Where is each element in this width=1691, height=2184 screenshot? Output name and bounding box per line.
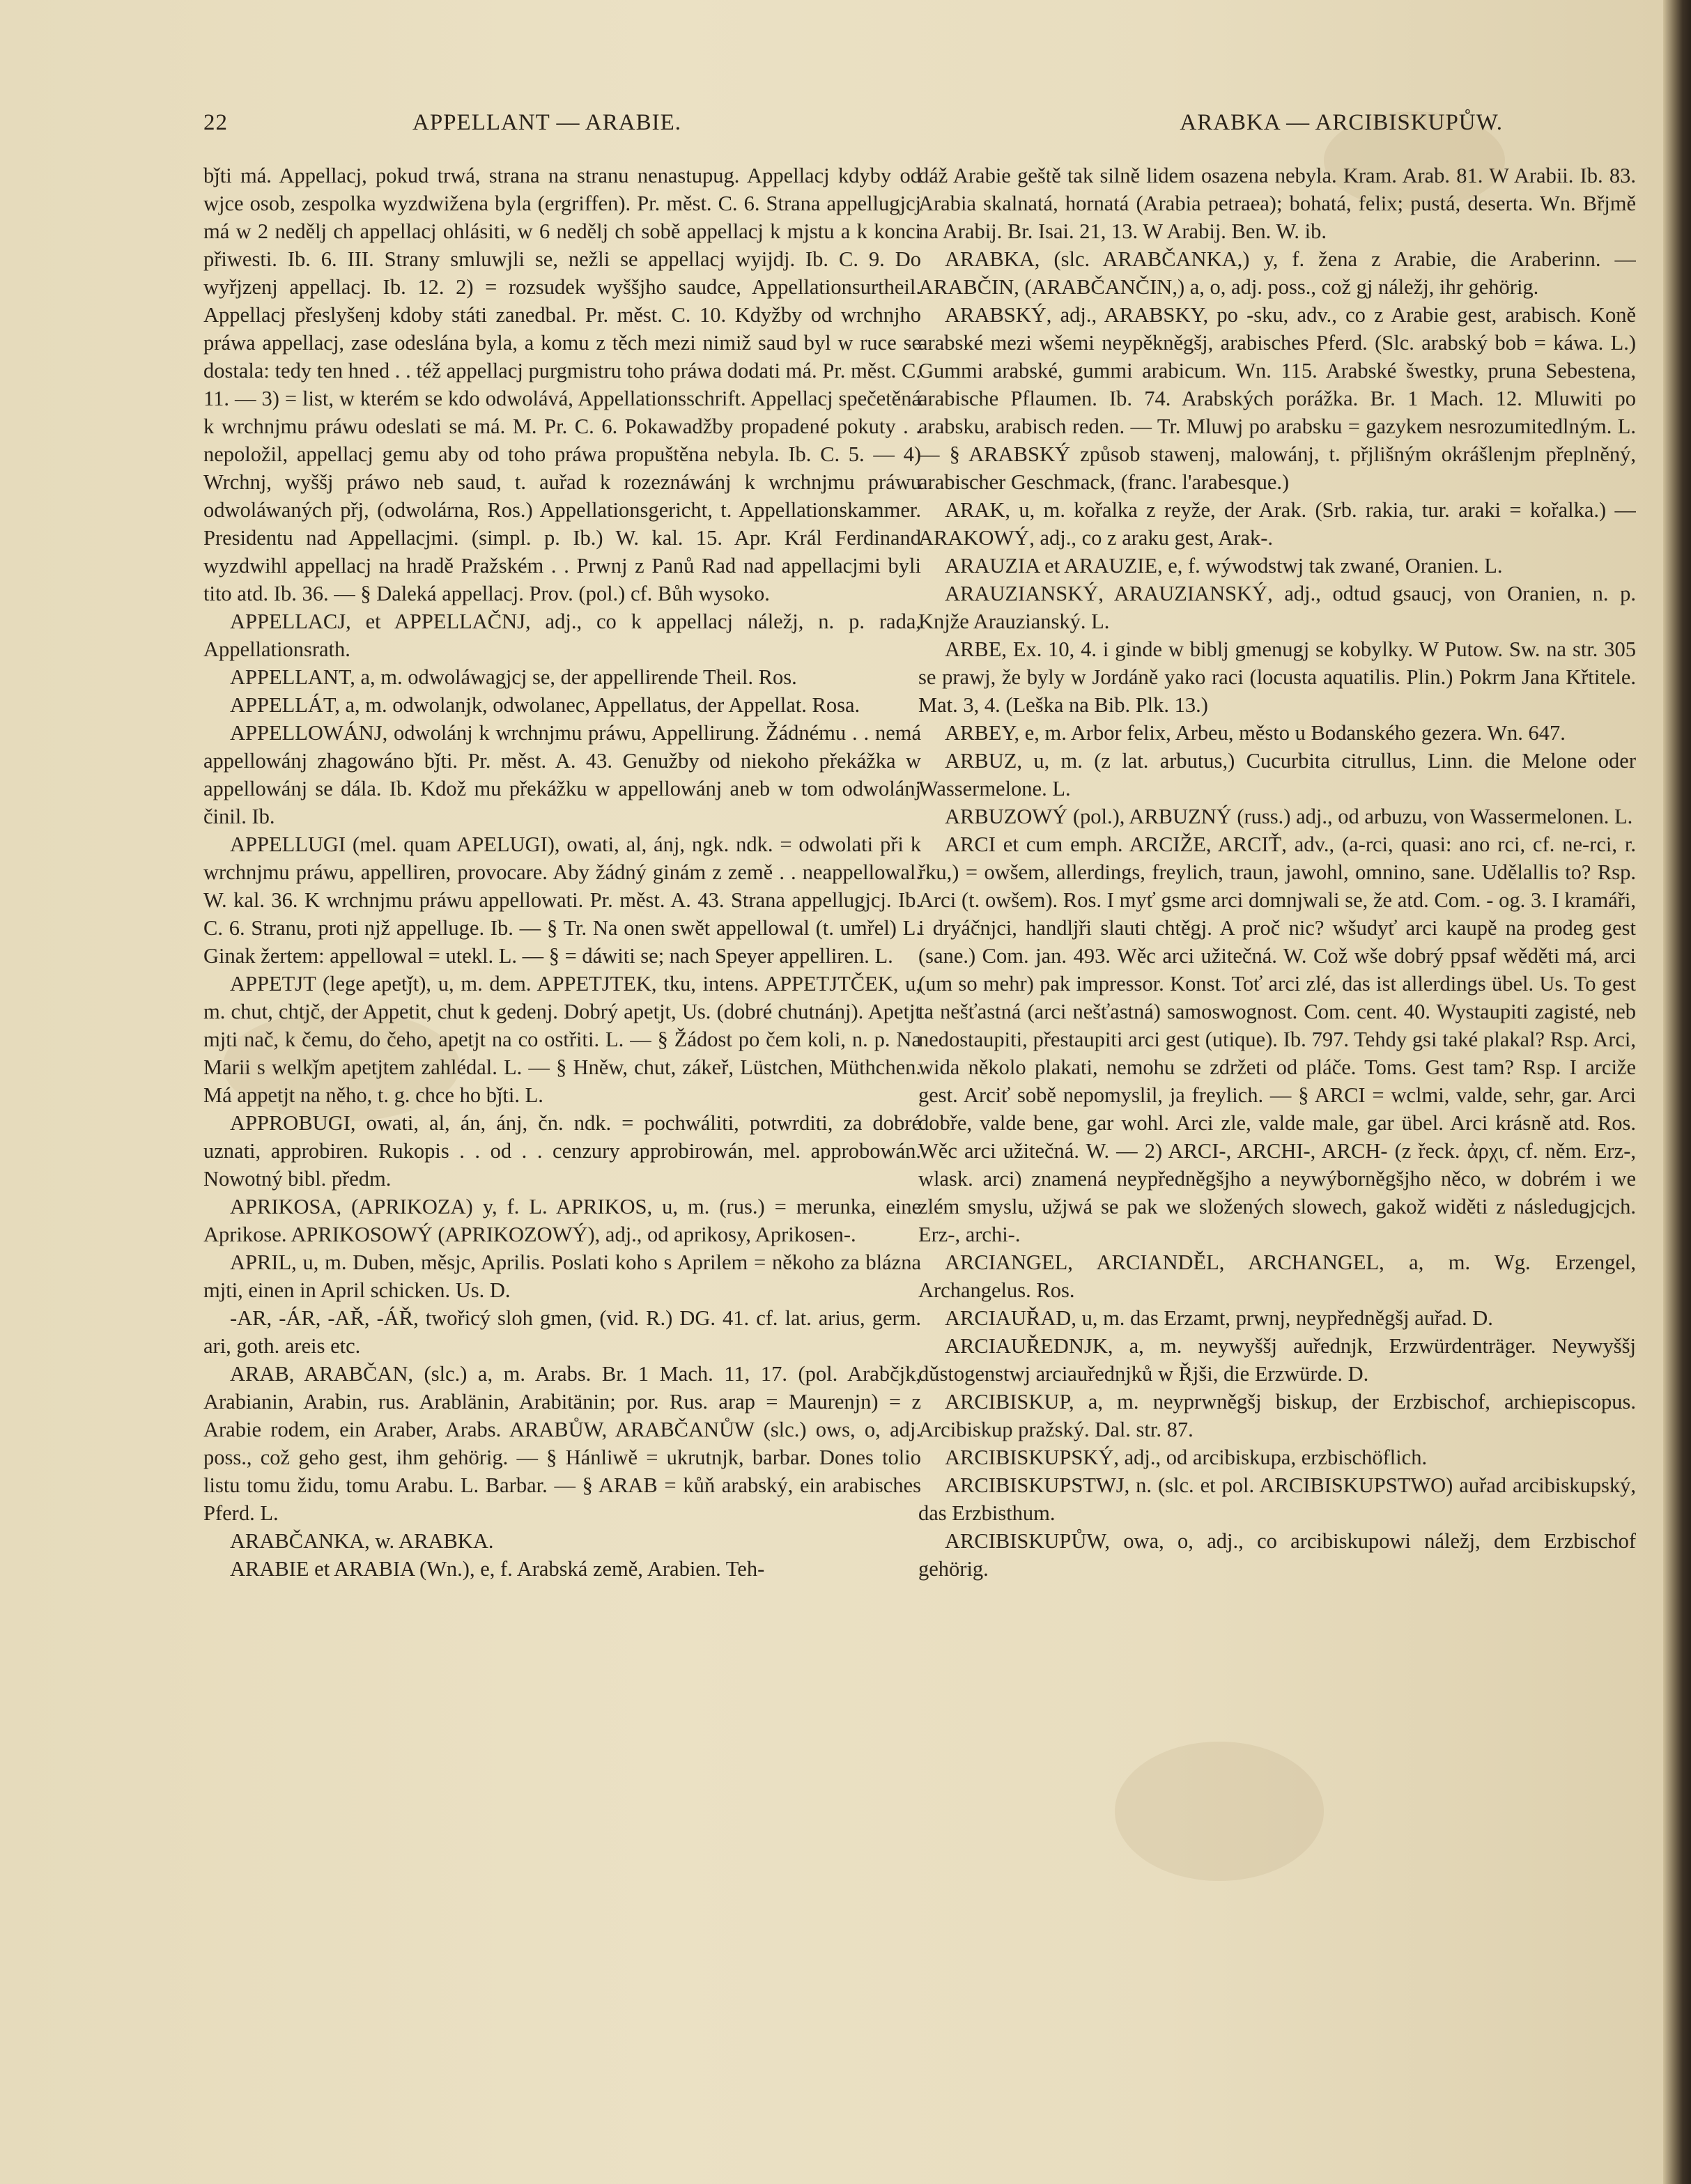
right-column xyxy=(918,162,1636,2133)
entry-paragraph: APPETJT (lege apetǰt), u, m. dem. APPETJTEK, tku, intens. APPETJTČEK, u, m. chut, chtjč, der Appetit, chut k gedenj. Dobrý apetjt, Us. (dobré chutnánj). Apetjt mjti nač, k čemu, do čeho, apetjt na co ostřiti. L. — § Žádost po čem koli, n. p. Na Marii s welkǰm apetjtem zahlédal. L. — § Hněw, chut, zákeř, Lüstchen, Müthchen. Má appetjt na něho, t. g. chce ho bǰti. L. xyxy=(203,972,921,1107)
entry-paragraph: ARCIBISKUPSKÝ, adj., od arcibiskupa, erzbischöflich. xyxy=(945,1446,1428,1469)
entry-paragraph: ARBE, Ex. 10, 4. i ginde w biblj gmenugj se kobylky. W Putow. Sw. na str. 305 se prawj, že byly w Jordáně yako raci (locusta aquatilis. Plin.) Pokrm Jana Křtitele. Mat. 3, 4. (Leška na Bib. Plk. 13.) xyxy=(918,637,1636,717)
entry-paragraph: ARABSKÝ, adj., ARABSKY, po -sku, adv., co z Arabie gest, arabisch. Koně arabské mezi wšemi neypěkněgšj, arabisches Pferd. (Slc. arabský bob = káwa. L.) Gummi arabské, gummi arabicum. Wn. 115. Arabské šwestky, pruna Sebestena, arabische Pflaumen. Ib. 74. Arabských porážka. Br. 1 Mach. 12. Mluwiti po arabsku, arabisch reden. — Tr. Mluwj po arabsku = gazykem nesrozumitedlným. L. — § ARABSKÝ způsob stawenj, malowánj, t. přjlišným okrášlenjm přeplněný, arabischer Geschmack, (franc. l'arabesque.) xyxy=(918,303,1636,494)
entry-paragraph: ARABIE et ARABIA (Wn.), e, f. Arabská země, Arabien. Teh- xyxy=(230,1557,765,1581)
entry-paragraph: APPELLACJ, et APPELLAČNJ, adj., co k appellacj náležj, n. p. rada, Appellationsrath. xyxy=(203,610,921,661)
left-column xyxy=(203,162,921,2133)
entry-paragraph: APPELLANT, a, m. odwoláwagjcj se, der appellirende Theil. Ros. xyxy=(230,665,797,689)
entry-paragraph: APPROBUGI, owati, al, án, ánj, čn. ndk. = pochwáliti, potwrditi, za dobré uznati, approbiren. Rukopis . . od . . cenzury approbirowán, mel. approbowán. Nowotný bibl. předm. xyxy=(203,1111,921,1191)
entry-paragraph: ARCIBISKUPŮW, owa, o, adj., co arcibiskupowi náležj, dem Erzbischof gehörig. xyxy=(918,1529,1636,1581)
entry-paragraph: APPELLÁT, a, m. odwolanjk, odwolanec, Appellatus, der Appellat. Rosa. xyxy=(230,693,860,717)
entry-paragraph: ARBEY, e, m. Arbor felix, Arbeu, město u Bodanského gezera. Wn. 647. xyxy=(945,721,1566,745)
entry-paragraph: ARCIANGEL, ARCIANDĚL, ARCHANGEL, a, m. Wg. Erzengel, Archangelus. Ros. xyxy=(918,1250,1636,1302)
entry-paragraph: ARCIBISKUPSTWJ, n. (slc. et pol. ARCIBISKUPSTWO) auřad arcibiskupský, das Erzbisthum. xyxy=(918,1473,1636,1525)
entry-paragraph: APRIKOSA, (APRIKOZA) y, f. L. APRIKOS, u, m. (rus.) = merunka, eine Aprikose. APRIKOSOWÝ (APRIKOZOWÝ), adj., od aprikosy, Aprikosen-. xyxy=(203,1195,921,1246)
entry-paragraph: ARBUZOWÝ (pol.), ARBUZNÝ (russ.) adj., od arbuzu, von Wassermelonen. L. xyxy=(945,805,1633,828)
entry-paragraph: -AR, -ÁR, -AŘ, -ÁŘ, twořicý sloh gmen, (vid. R.) DG. 41. cf. lat. arius, germ. ari, goth. areis etc. xyxy=(203,1306,921,1358)
entry-paragraph: APPELLOWÁNJ, odwolánj k wrchnjmu práwu, Appellirung. Žádnému . . nemá appellowánj zhagowáno bǰti. Pr. měst. A. 43. Genužby od niekoho překážka w appellowánj se dála. Ib. Kdož mu překážku w appellowánj aneb w tom odwolánj činil. Ib. xyxy=(203,721,921,828)
entry-paragraph: ARCI et cum emph. ARCIŽE, ARCIŤ, adv., (a-rci, quasi: ano rci, cf. ne-rci, r. řku,) = owšem, allerdings, freylich, traun, jawohl, omnino, sane. Udělallis to? Rsp. Arci (t. owšem). Ros. I myť gsme arci domnjwali se, že atd. Com. - og. 3. I kramáři, i dryáčnjci, handljři slauti chtěgj. A proč nic? wšudyť arci kaupě na prodeg gest (sane.) Com. jan. 493. Wěc arci užitečná. W. Což wše dobrý ppsaf wěděti má, arci (um so mehr) pak impressor. Konst. Toť arci zlé, das ist allerdings übel. Us. To gest ta nešťastná (arci nešťastná) samoswognost. Com. cent. 40. Wystaupiti zagisté, neb nedostaupiti, přestaupiti arci gest (utique). Ib. 797. Tehdy gsi také plakal? Rsp. Arci, wida několo plakati, nemohu se zdržeti od pláče. Toms. Gest tam? Rsp. I arciže gest. Arciť sobě nepomyslil, ja freylich. — § ARCI = wclmi, valde, sehr, gar. Arci dobře, valde bene, gar wohl. Arci zle, valde male, gar übel. Arci krásně atd. Ros. Wěc arci užitečná. W. — 2) ARCI-, ARCHI-, ARCH- (z řeck. ἀρχι, cf. něm. Erz-, wlask. arci) znamená neypředněgšjho a neywýborněgšjho něco, w dobrém i we zlém smyslu, užjwá se pak we složených slowech, gakož widěti z následugjcjch. Erz-, archi-. xyxy=(918,832,1636,1246)
entry-paragraph: ARAK, u, m. kořalka z reyže, der Arak. (Srb. rakia, tur. araki = kořalka.) — ARAKOWÝ, adj., co z araku gest, Arak-. xyxy=(918,498,1636,550)
entry-paragraph: APPELLUGI (mel. quam APELUGI), owati, al, ánj, ngk. ndk. = odwolati při k wrchnjmu práwu, appelliren, provocare. Aby žádný ginám z země . . neappellowal. W. kal. 36. K wrchnjmu práwu appellowati. Pr. měst. A. 43. Strana appellugjcj. Ib. C. 6. Stranu, proti njž appelluge. Ib. — § Tr. Na onen swět appellowal (t. umřel) L. Ginak žertem: appellowal = utekl. L. — § = dáwiti se; nach Speyer appelliren. L. xyxy=(203,832,921,968)
header-left: APPELLANT — ARABIE. xyxy=(412,110,681,135)
entry-paragraph: ARABČANKA, w. ARABKA. xyxy=(230,1529,494,1553)
header-right: ARABKA — ARCIBISKUPŮW. xyxy=(1180,110,1503,135)
entry-paragraph: ARCIAUŘAD, u, m. das Erzamt, prwnj, neypředněgšj auřad. D. xyxy=(945,1306,1493,1330)
entry-paragraph: ARAUZIANSKÝ, ARAUZIANSKÝ, adj., odtud gsaucj, von Oranien, n. p. Knjže Arauzianský. L. xyxy=(918,582,1636,633)
entry-paragraph: ARCIBISKUP, a, m. neyprwněgšj biskup, der Erzbischof, archiepiscopus. Arcibiskup pražský. Dal. str. 87. xyxy=(918,1390,1636,1441)
entry-paragraph: ARAUZIA et ARAUZIE, e, f. wýwodstwj tak zwané, Oranien. L. xyxy=(945,554,1503,578)
entry-paragraph: bǰti má. Appellacj, pokud trwá, strana na stranu nenastupug. Appellacj kdyby od wjce osob, zespolka wyzdwižena byla (ergriffen). Pr. měst. C. 6. Strana appellugjcj má w 2 nedělj ch appellacj ohlásiti, w 6 nedělj ch sobě appellacj k mjstu a k konci přiwesti. Ib. 6. III. Strany smluwjli se, nežli se appellacj wyijdj. Ib. C. 9. Do wyřjzenj appellacj. Ib. 12. 2) = rozsudek wyššjho saudce, Appellationsurtheil. Appellacj přeslyšenj kdoby státi zanedbal. Pr. měst. C. 10. Kdyžby od wrchnjho práwa appellacj, zase odeslána byla, a komu z těch mezi nimiž saud byl w ruce se dostala: tedy ten hned . . též appellacj purgmistru toho práwa dodati má. Pr. měst. C. 11. — 3) = list, w kterém se kdo odwolává, Appellationsschrift. Appellacj spečetěná k wrchnjmu práwu odeslati se má. M. Pr. C. 6. Pokawadžby propadené pokuty . . nepoložil, appellacj gemu aby od toho práwa propuštěna nebyla. Ib. C. 5. — 4) Wrchnj, wyššj práwo neb saud, t. auřad k rozeznáwánj k wrchnjmu práwu odwoláwaných přj, (odwolárna, Ros.) Appellationsgericht, t. Appellationskammer. Presidentu nad Appellacjmi. (simpl. p. Ib.) W. kal. 15. Apr. Král Ferdinand wyzdwihl appellacj na hradě Pražském . . Prwnj z Panů Rad nad appellacjmi byli tito atd. Ib. 36. — § Daleká appellacj. Prov. (pol.) cf. Bůh wysoko. xyxy=(203,164,921,605)
running-head xyxy=(203,110,1503,145)
book-edge-shadow xyxy=(1663,0,1691,2184)
entry-paragraph: ARCIAUŘEDNJK, a, m. neywyššj auřednjk, Erzwürdenträger. Neywyššj dǔstogenstwj arciauřednjků w Řjši, die Erzwürde. D. xyxy=(918,1334,1636,1386)
page-number: 22 xyxy=(203,110,228,135)
entry-paragraph: APRIL, u, m. Duben, měsjc, Aprilis. Poslati koho s Aprilem = někoho za blázna mjti, einen in April schicken. Us. D. xyxy=(203,1250,921,1302)
entry-paragraph: ARBUZ, u, m. (z lat. arbutus,) Cucurbita citrullus, Linn. die Melone oder Wassermelone. L. xyxy=(918,749,1636,800)
entry-paragraph: dáž Arabie geště tak silně lidem osazena nebyla. Kram. Arab. 81. W Arabii. Ib. 83. Arabia skalnatá, hornatá (Arabia petraea); bohatá, felix; pustá, deserta. Wn. Břjmě na Arabij. Br. Isai. 21, 13. W Arabij. Ben. W. ib. xyxy=(918,164,1636,243)
entry-paragraph: ARABKA, (slc. ARABČANKA,) y, f. žena z Arabie, die Araberinn. — ARABČIN, (ARABČANČIN,) a, o, adj. poss., což gj náležj, ihr gehörig. xyxy=(918,247,1636,299)
entry-paragraph: ARAB, ARABČAN, (slc.) a, m. Arabs. Br. 1 Mach. 11, 17. (pol. Arabčjk, Arabianin, Arabin, rus. Arablänin, Arabitänin; por. Rus. arap = Maurenjn) = z Arabie rodem, ein Araber, Arabs. ARABŮW, ARABČANŮW (slc.) ows, o, adj. poss., což geho gest, ihm gehörig. — § Hánliwě = ukrutnjk, barbar. Dones tolio listu tomu židu, tomu Arabu. L. Barbar. — § ARAB = kůň arabský, ein arabisches Pferd. L. xyxy=(203,1362,921,1525)
